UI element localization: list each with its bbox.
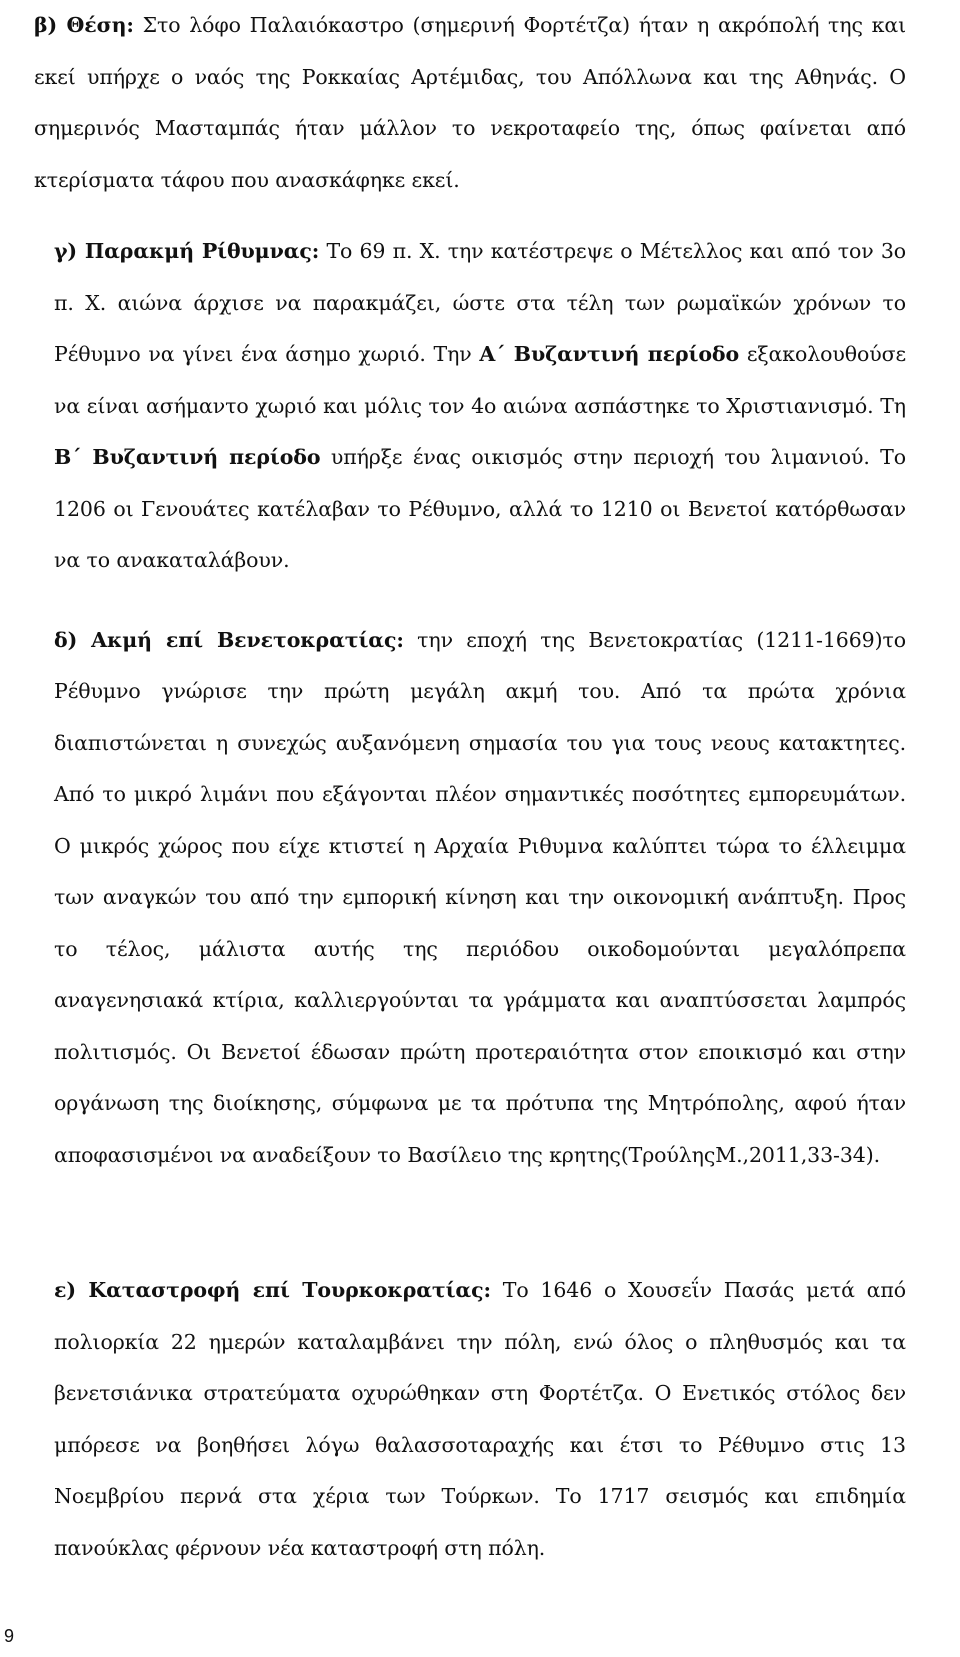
paragraph-text: Στο λόφο Παλαιόκαστρο (σημερινή Φορτέτζα) ήταν η ακρόπολή της και εκεί υπήρχε ο ναός της Ροκκαίας Αρτέμιδας, του Απόλλωνα και της Αθηνάς. Ο σημερινός Μασταμπάς ήταν μάλλον το νεκροταφείο της, όπως φαίνεται από κτερίσματα τάφου που ανασκάφηκε εκεί. [34,13,907,192]
paragraph-text: υπήρξε ένας οικισμός στην περιοχή του λιμανιού. Το 1206 οι Γενουάτες κατέλαβαν το Ρέθυμνο, αλλά το 1210 οι Βενετοί κατόρθωσαν να το ανακαταλάβουν. [54,445,906,572]
heading-beta: β) Θέση: [34,13,134,37]
document-page [34,0,906,1574]
paragraph-text: Το 1646 ο Χουσεΐν Πασάς μετά από πολιορκία 22 ημερών καταλαμβάνει την πόλη, ενώ όλος ο πληθυσμός και τα βενετσιάνικα στρατεύματα οχυρώθηκαν στη Φορτέτζα. Ο Ενετικός στόλος δεν μπόρεσε να βοηθήσει λόγω θαλασσοταραχής και έτσι το Ρέθυμνο στις 13 Νοεμβρίου περνά στα χέρια των Τούρκων. Το 1717 σεισμός και επιδημία πανούκλας φέρνουν νέα καταστροφή στη πόλη. [54,1278,906,1560]
emphasis-first-byzantine: Α΄ Βυζαντινή περίοδο [479,342,740,366]
heading-gamma: γ) Παρακμή Ρίθυμνας: [54,239,320,263]
heading-delta: δ) Ακμή επί Βενετοκρατίας: [54,627,404,652]
heading-epsilon: ε) Καταστροφή επί Τουρκοκρατίας: [54,1278,491,1302]
paragraph-text: την εποχή της Βενετοκρατίας (1211-1669)το Ρέθυμνο γνώρισε την πρώτη μεγάλη ακμή του. Από τα πρώτα χρόνια διαπιστώνεται η συνεχώς αυξανόμενη σημασία του για τους νεους κατακτητες. Από το μικρό λιμάνι που εξάγονται πλέον σημαντικές ποσότητες εμπορευμάτων. Ο μικρός χώρος που είχε κτιστεί η Αρχαία Ριθυμνα καλύπτει τώρα το έλλειμμα των αναγκών του από την εμπορική κίνηση και την οικονομική ανάπτυξη. Προς το τέλος, μάλιστα αυτής της περιόδου οικοδομούνται μεγαλόπρεπα αναγενησιακά κτίρια, καλλιεργούνται τα γράμματα και αναπτύσσεται λαμπρός πολιτισμός. Οι Βενετοί έδωσαν πρώτη προτεραιότητα στον εποικισμό και στην οργάνωση της διοίκησης, σύμφωνα με τα πρότυπα της Μητρόπολης, αφού ήταν αποφασισμένοι να αναδείξουν το Βασίλειο της κρητης(ΤρούληςΜ.,2011,33-34). [54,627,906,1167]
page-number: 9 [4,1626,15,1646]
paragraph-text: εξακολουθούσε να είναι ασήμαντο χωριό και μόλις τον 4ο αιώνα ασπάστηκε το Χριστιανισμό. Τη [54,342,906,418]
emphasis-second-byzantine: Β΄ Βυζαντινή περίοδο [54,445,321,469]
paragraph-epsilon-ottoman-destruction [34,1265,906,1574]
paragraph-beta-location [34,0,906,206]
paragraph-delta-venetian-peak [34,615,906,1182]
paragraph-gamma-decline [34,226,906,587]
paragraph-text: Το 69 π. Χ. την κατέστρεψε ο Μέτελλος και από τον 3ο π. Χ. αιώνα άρχισε να παρακμάζει, ώστε στα τέλη των ρωμαϊκών χρόνων το Ρέθυμνο να γίνει ένα άσημο χωριό. Την [54,239,907,366]
